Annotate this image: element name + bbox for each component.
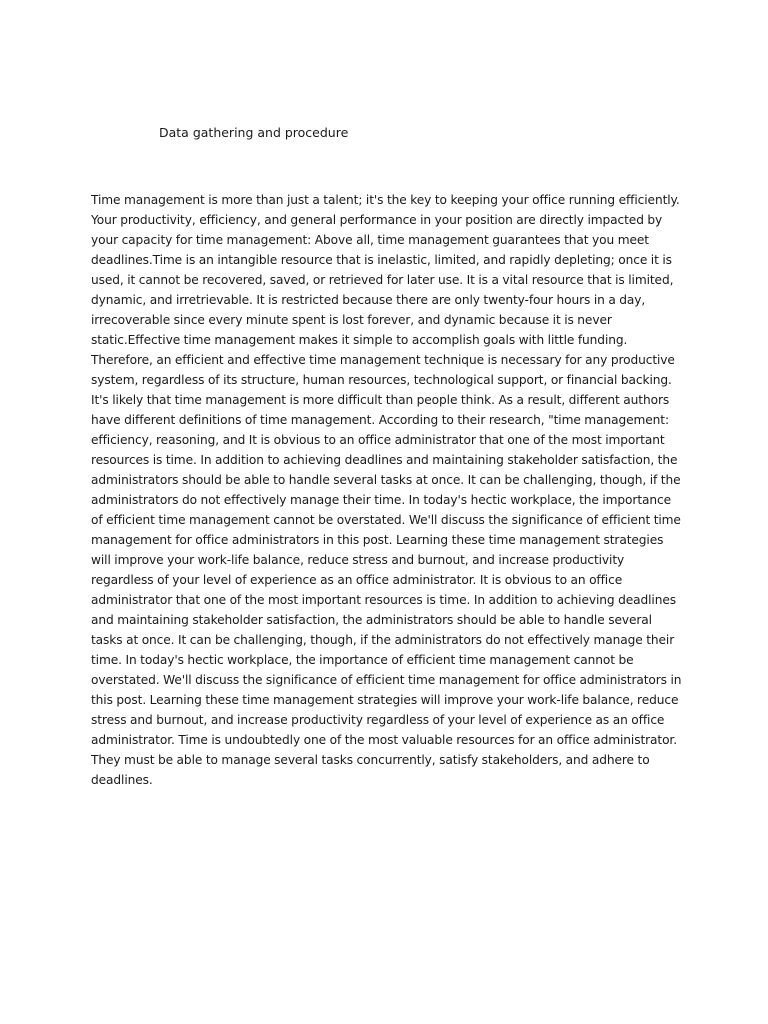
body-paragraph: Time management is more than just a talent; it's the key to keeping your office running efficiently. Your productivity, efficiency, and general performance in your position are directly impacted by your capacity for time management: Above all, time management guarantees that you meet deadlines.Time is an intangible resource that is inelastic, limited, and rapidly depleting; once it is used, it cannot be recovered, saved, or retrieved for later use. It is a vital resource that is limited, dynamic, and irretrievable. It is restricted because there are only twenty-four hours in a day, irrecoverable since every minute spent is lost forever, and dynamic because it is never static.Effective time management makes it simple to accomplish goals with little funding. Therefore, an efficient and effective time management technique is necessary for any productive system, regardless of its structure, human resources, technological support, or financial backing. It's likely that time management is more difficult than people think. As a result, different authors have different definitions of time management. According to their research, "time management: efficiency, reasoning, and It is obvious to an office administrator that one of the most important resources is time. In addition to achieving deadlines and maintaining stakeholder satisfaction, the administrators should be able to handle several tasks at once. It can be challenging, though, if the administrators do not effectively manage their time. In today's hectic workplace, the importance of efficient time management cannot be overstated. We'll discuss the significance of efficient time management for office administrators in this post. Learning these time management strategies will improve your work-life balance, reduce stress and burnout, and increase productivity regardless of your level of experience as an office administrator. It is obvious to an office administrator that one of the most important resources is time. In addition to achieving deadlines and maintaining stakeholder satisfaction, the administrators should be able to handle several tasks at once. It can be challenging, though, if the administrators do not effectively manage their time. In today's hectic workplace, the importance of efficient time management cannot be overstated. We'll discuss the significance of efficient time management for office administrators in this post. Learning these time management strategies will improve your work-life balance, reduce stress and burnout, and increase productivity regardless of your level of experience as an office administrator. Time is undoubtedly one of the most valuable resources for an office administrator. They must be able to manage several tasks concurrently, satisfy stakeholders, and adhere to deadlines.	[91, 193, 682, 787]
section-heading: Data gathering and procedure	[159, 125, 349, 140]
